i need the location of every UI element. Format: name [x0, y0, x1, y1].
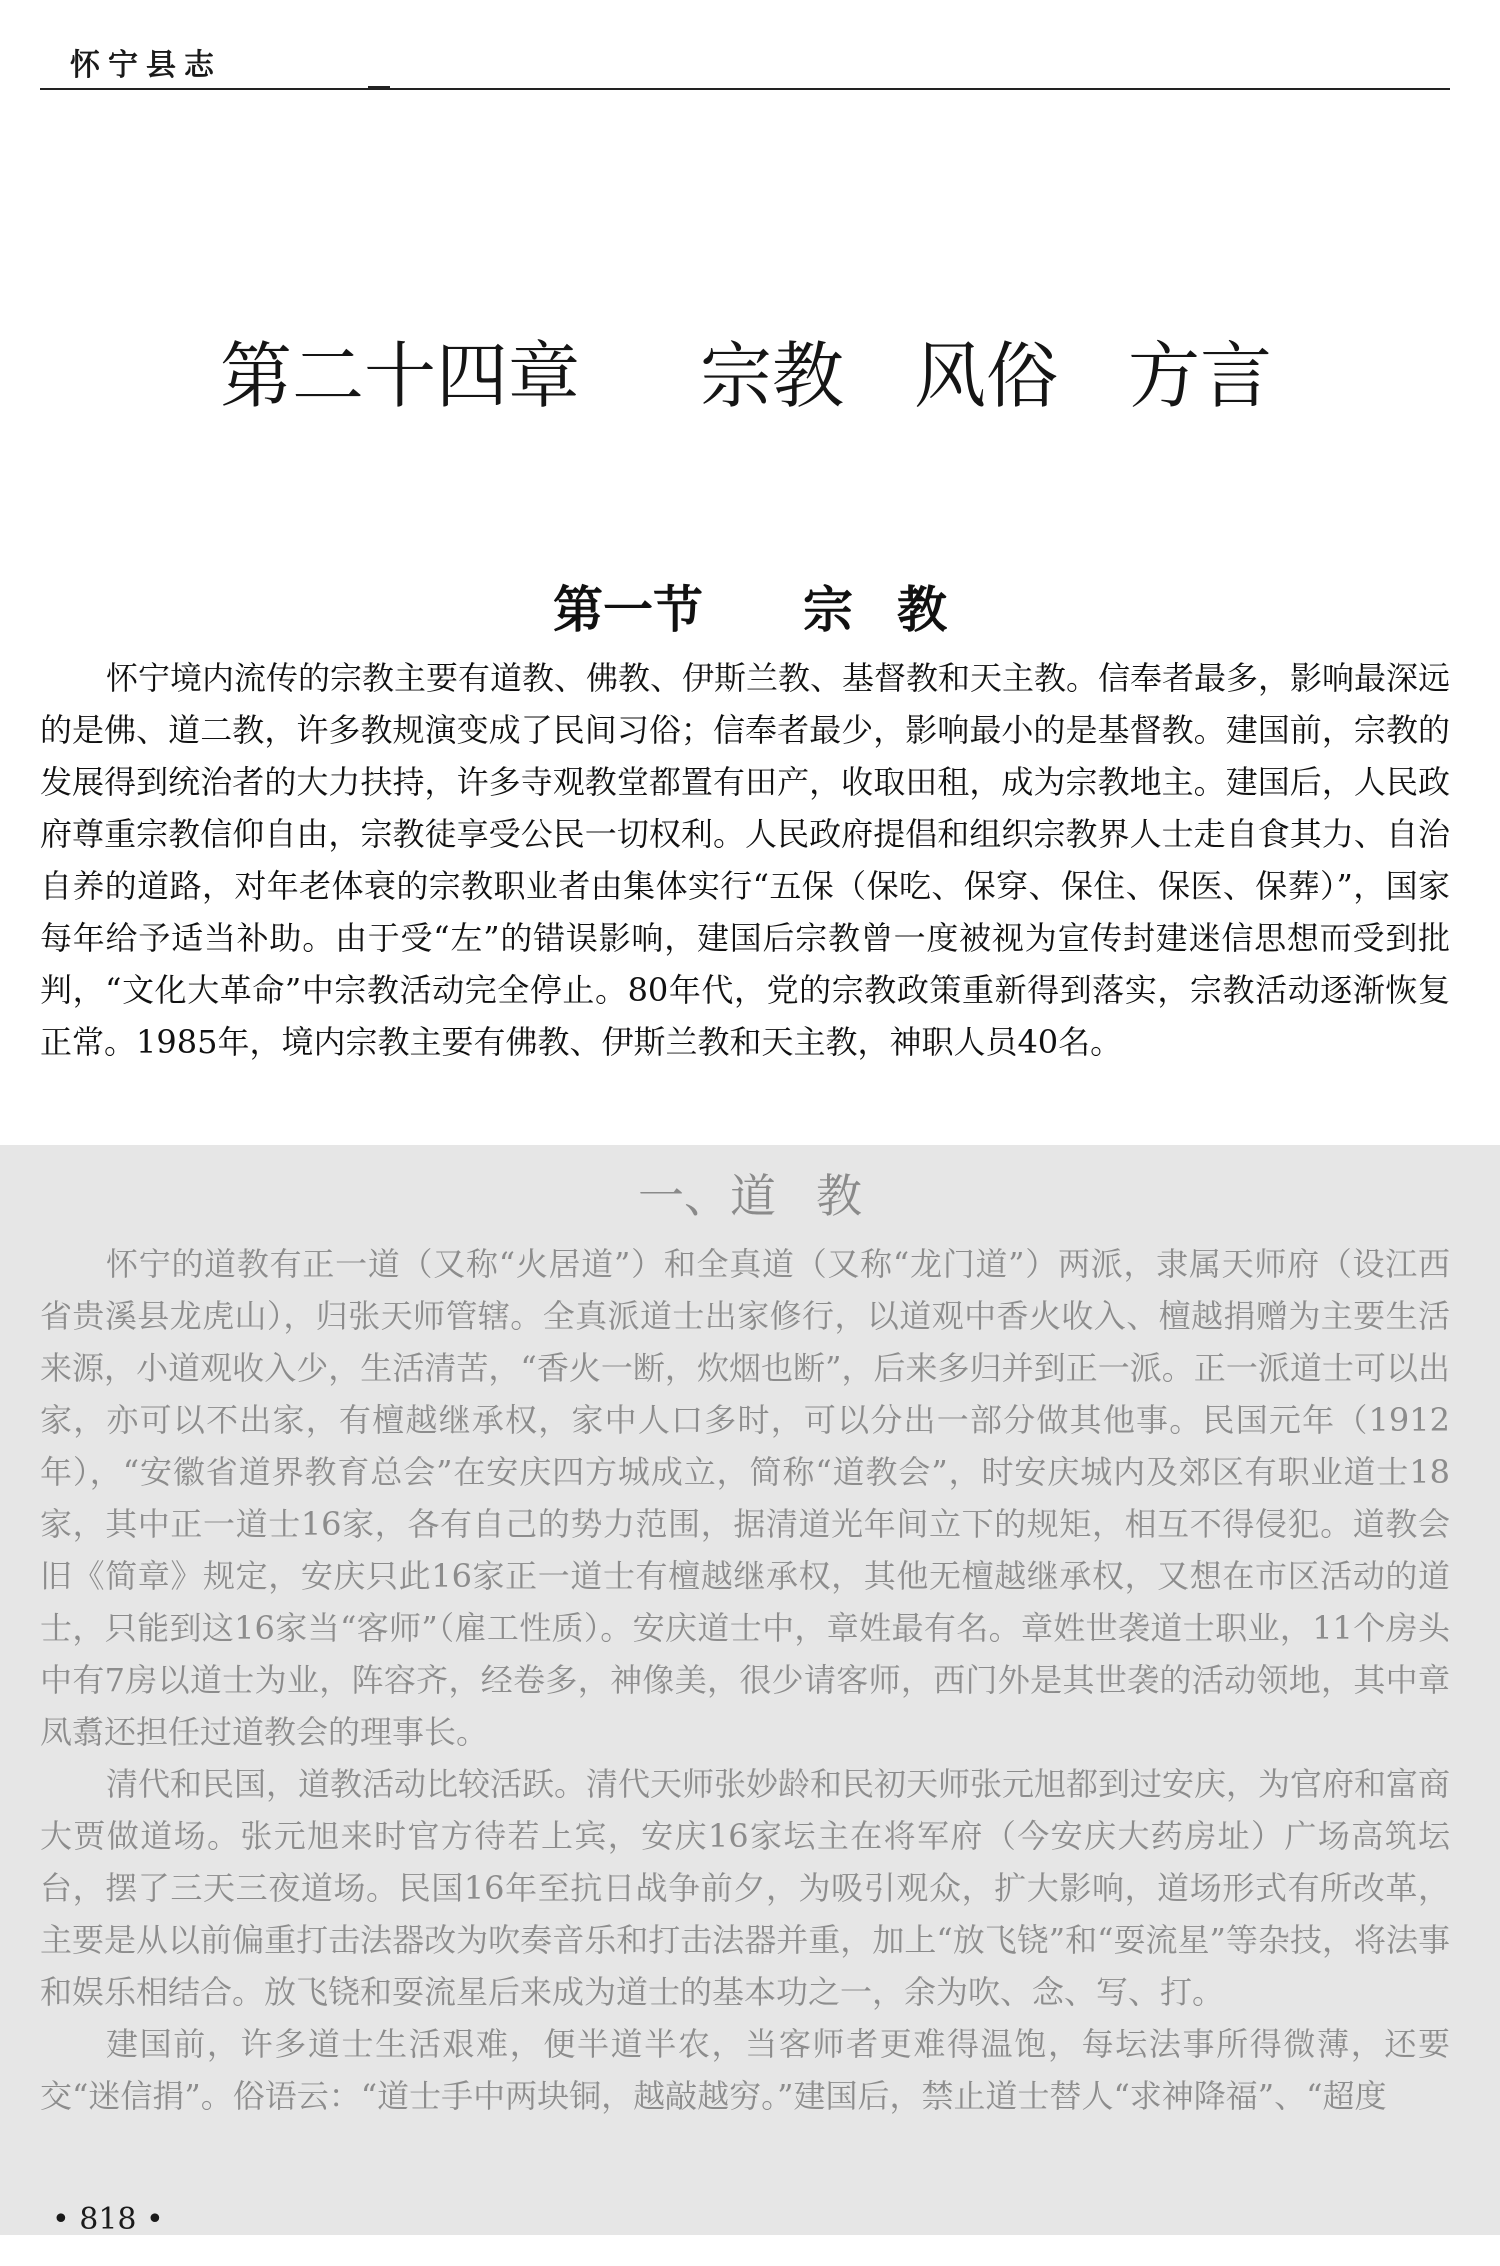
chapter-topic-religion: 宗教 [700, 334, 845, 418]
intro-paragraph: 怀宁境内流传的宗教主要有道教、佛教、伊斯兰教、基督教和天主教。信奉者最多，影响最深远的是佛、道二教，许多教规演变成了民间习俗；信奉者最少，影响最小的是基督教。建国前，宗教的发展得到统治者的大力扶持，许多寺观教堂都置有田产，收取田租，成为宗教地主。建国后，人民政府尊重宗教信仰自由，宗教徒享受公民一切权利。人民政府提倡和组织宗教界人士走自食其力、自治自养的道路，对年老体衰的宗教职业者由集体实行“五保（保吃、保穿、保住、保医、保葬）”，国家每年给予适当补助。由于受“左”的错误影响，建国后宗教曾一度被视为宣传封建迷信思想而受到批判，“文化大革命”中宗教活动完全停止。80年代，党的宗教政策重新得到落实，宗教活动逐渐恢复正常。1985年，境内宗教主要有佛教、伊斯兰教和天主教，神职人员40名。 [40, 659, 1451, 1061]
body-paragraph: 建国前，许多道士生活艰难，便半道半农，当客师者更难得温饱，每坛法事所得微薄，还要交“迷信捐”。俗语云：“道士手中两块铜，越敲越穷。”建国后，禁止道士替人“求神降福”、“超度 [40, 2025, 1450, 2115]
section-number: 第一节 [553, 581, 703, 639]
subsection-title-char: 教 [816, 1169, 862, 1223]
chapter-topic-customs: 风俗 [914, 334, 1059, 418]
page-number: • 818 • [52, 2202, 164, 2237]
section-title [0, 570, 1500, 642]
chapter-number: 第二十四章 [220, 334, 581, 418]
section-title-char-2: 教 [897, 581, 947, 639]
body-paragraph: 怀宁的道教有正一道（又称“火居道”）和全真道（又称“龙门道”）两派，隶属天师府（设江西省贵溪县龙虎山），归张天师管辖。全真派道士出家修行，以道观中香火收入、檀越捐赠为主要生活来源，小道观收入少，生活清苦，“香火一断，炊烟也断”，后来多归并到正一派。正一派道士可以出家，亦可以不出家，有檀越继承权，家中人口多时，可以分出一部分做其他事。民国元年（1912年），“安徽省道界教育总会”在安庆四方城成立，简称“道教会”，时安庆城内及郊区有职业道士18家，其中正一道士16家，各有自己的势力范围，据清道光年间立下的规矩，相互不得侵犯。道教会旧《简章》规定，安庆只此16家正一道士有檀越继承权，其他无檀越继承权，又想在市区活动的道士，只能到这16家当“客师”（雇工性质）。安庆道士中，章姓最有名。章姓世袭道士职业，11个房头中有7房以道士为业，阵容齐，经卷多，神像美，很少请客师，西门外是其世袭的活动领地，其中章凤翥还担任过道教会的理事长。 [40, 1245, 1450, 1751]
chapter-topic-dialect: 方言 [1128, 334, 1273, 418]
subsection-title [0, 1160, 1500, 1226]
subsection-body [40, 1238, 1450, 2122]
header-rule-mark [368, 86, 390, 90]
subsection-number: 一、道 [638, 1169, 776, 1223]
body-paragraph: 清代和民国，道教活动比较活跃。清代天师张妙龄和民初天师张元旭都到过安庆，为官府和富商大贾做道场。张元旭来时官方待若上宾，安庆16家坛主在将军府（今安庆大药房址）广场高筑坛台，摆了三天三夜道场。民国16年至抗日战争前夕，为吸引观众，扩大影响，道场形式有所改革，主要是从以前偏重打击法器改为吹奏音乐和打击法器并重，加上“放飞铙”和“耍流星”等杂技，将法事和娱乐相结合。放飞铙和耍流星后来成为道士的基本功之一，余为吹、念、写、打。 [40, 1765, 1451, 2011]
header-rule [40, 88, 1450, 90]
running-head-title: 怀宁县志 [70, 48, 222, 83]
section-title-char-1: 宗 [803, 581, 853, 639]
chapter-title [220, 318, 1272, 422]
